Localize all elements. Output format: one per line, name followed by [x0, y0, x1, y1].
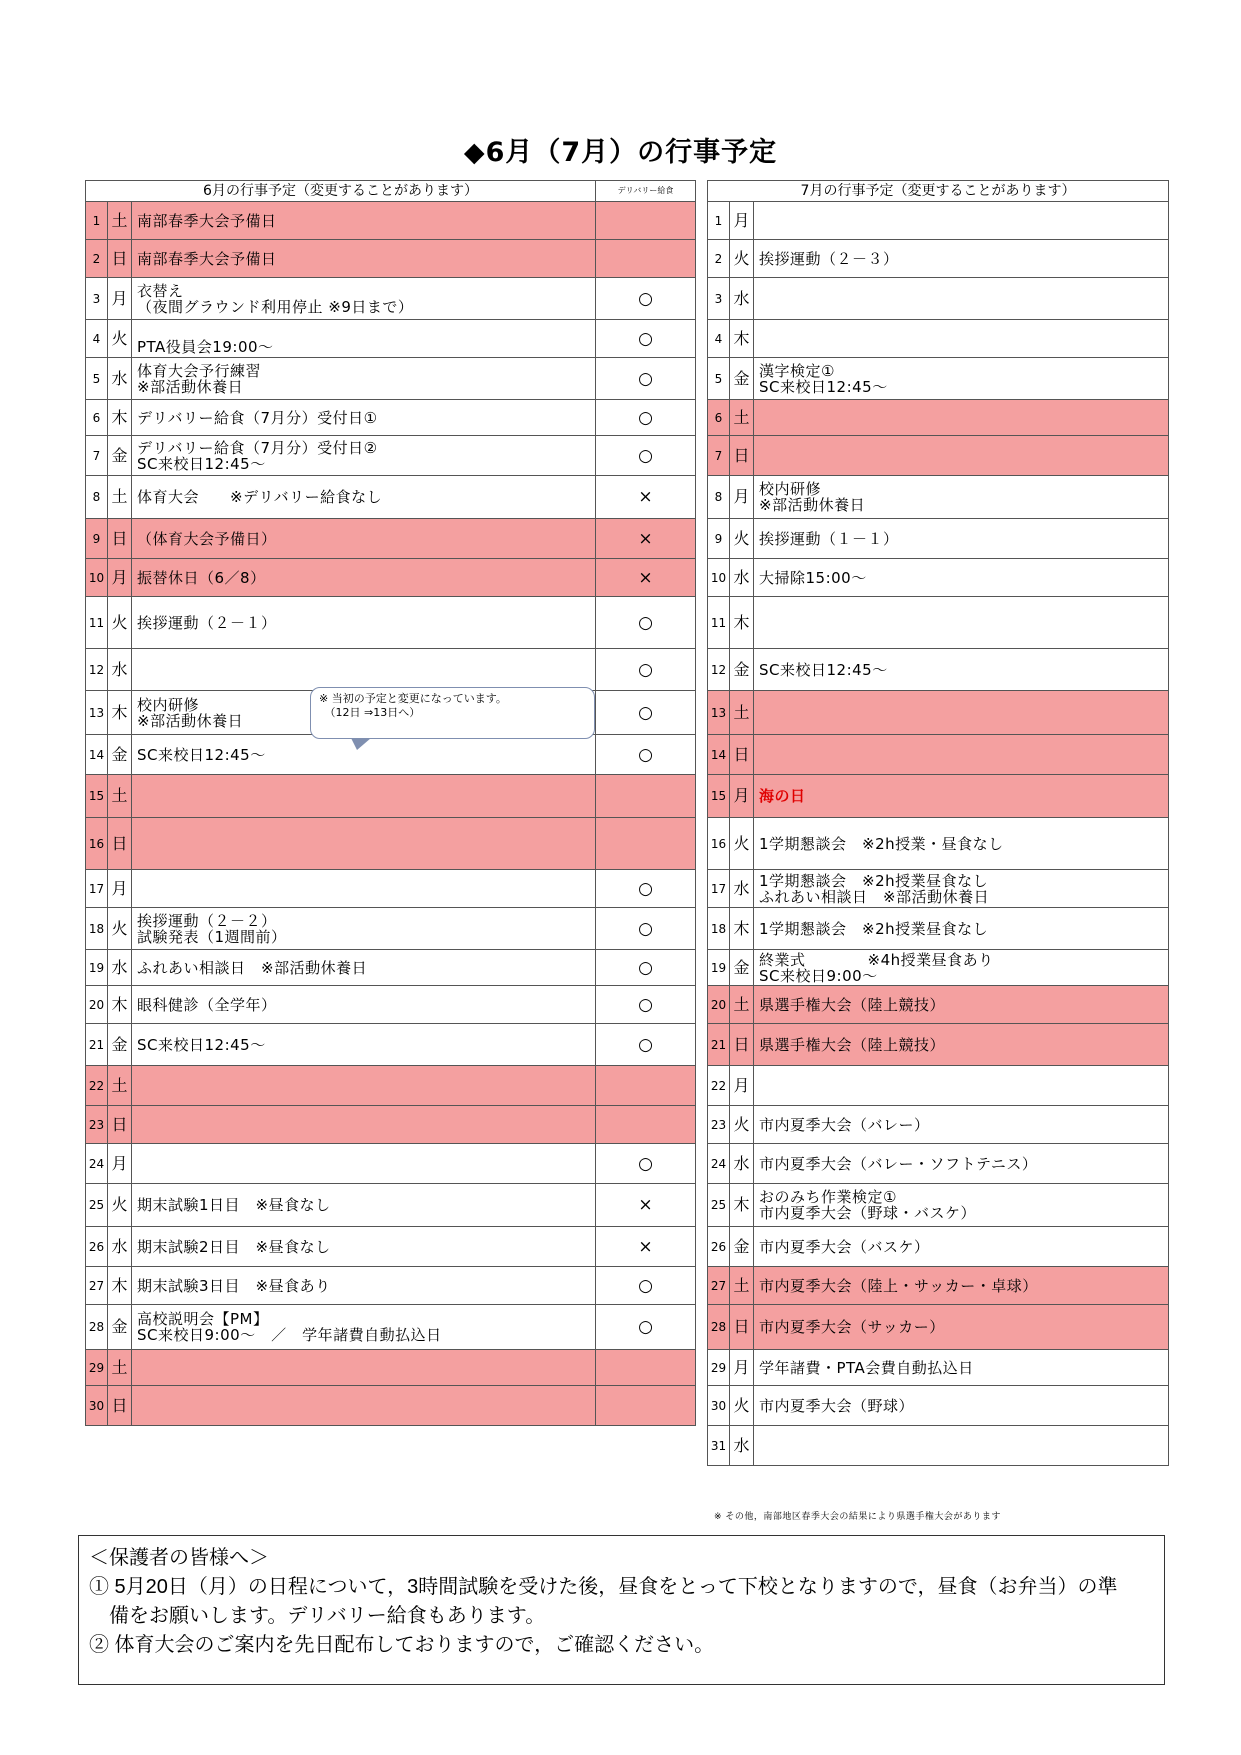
weekday: 水	[730, 278, 754, 320]
day-number: 28	[86, 1305, 108, 1350]
event-text: 1学期懇談会 ※2h授業昼食なし ふれあい相談日 ※部活動休養日	[754, 870, 1169, 908]
june-schedule-table	[85, 180, 696, 1426]
day-number: 19	[708, 950, 730, 986]
event-text: 市内夏季大会（バレー・ソフトテニス）	[754, 1144, 1169, 1184]
june-row	[86, 1066, 696, 1106]
day-number: 2	[86, 240, 108, 278]
day-number: 21	[86, 1024, 108, 1066]
day-number: 10	[708, 559, 730, 597]
parents-heading: ＜保護者の皆様へ＞	[89, 1547, 269, 1569]
july-row	[708, 986, 1169, 1024]
delivery-mark: ○	[596, 870, 696, 908]
weekday: 水	[108, 950, 132, 986]
weekday: 日	[108, 1106, 132, 1144]
event-text: PTA役員会19:00～	[132, 320, 596, 358]
weekday: 土	[730, 1267, 754, 1305]
event-text: ふれあい相談日 ※部活動休養日	[132, 950, 596, 986]
july-row	[708, 908, 1169, 950]
event-text: SC来校日12:45～	[132, 1024, 596, 1066]
delivery-mark	[596, 202, 696, 240]
june-row	[86, 950, 696, 986]
june-row	[86, 320, 696, 358]
event-text: 市内夏季大会（バレー）	[754, 1106, 1169, 1144]
event-text	[754, 320, 1169, 358]
july-row	[708, 775, 1169, 818]
weekday: 月	[108, 1144, 132, 1184]
event-text: デリバリー給食（7月分）受付日①	[132, 400, 596, 436]
weekday: 金	[108, 436, 132, 476]
day-number: 13	[86, 691, 108, 735]
weekday: 金	[730, 950, 754, 986]
event-text: SC来校日12:45～	[132, 735, 596, 775]
event-text: 1学期懇談会 ※2h授業・昼食なし	[754, 818, 1169, 870]
delivery-mark	[596, 1350, 696, 1386]
event-text	[754, 278, 1169, 320]
july-row	[708, 519, 1169, 559]
event-text: おのみち作業検定① 市内夏季大会（野球・バスケ）	[754, 1184, 1169, 1227]
july-row	[708, 1386, 1169, 1426]
day-number: 8	[708, 476, 730, 519]
delivery-mark: ○	[596, 278, 696, 320]
july-row	[708, 1024, 1169, 1066]
weekday: 火	[730, 1106, 754, 1144]
july-row	[708, 1305, 1169, 1350]
day-number: 12	[708, 649, 730, 691]
june-row	[86, 400, 696, 436]
event-text: 市内夏季大会（陸上・サッカー・卓球）	[754, 1267, 1169, 1305]
day-number: 25	[708, 1184, 730, 1227]
event-text: 海の日	[754, 775, 1169, 818]
july-row	[708, 1144, 1169, 1184]
day-number: 16	[86, 818, 108, 870]
day-number: 15	[86, 775, 108, 818]
event-text	[754, 691, 1169, 735]
july-row	[708, 1106, 1169, 1144]
june-row	[86, 358, 696, 400]
day-number: 2	[708, 240, 730, 278]
event-text	[754, 400, 1169, 436]
day-number: 9	[708, 519, 730, 559]
delivery-mark	[596, 818, 696, 870]
june-row	[86, 1267, 696, 1305]
july-row	[708, 400, 1169, 436]
event-text: 眼科健診（全学年）	[132, 986, 596, 1024]
day-number: 7	[86, 436, 108, 476]
day-number: 5	[86, 358, 108, 400]
weekday: 木	[108, 986, 132, 1024]
july-row	[708, 1184, 1169, 1227]
weekday: 金	[108, 735, 132, 775]
weekday: 火	[108, 1184, 132, 1227]
event-text: 衣替え （夜間グラウンド利用停止 ※9日まで）	[132, 278, 596, 320]
event-text	[132, 870, 596, 908]
parents-item-1: ① 5月20日（月）の日程について，3時間試験を受けた後，昼食をとって下校となりますので，昼食（お弁当）の準 備をお願いします。デリバリー給食もあります。	[89, 1576, 1118, 1627]
delivery-mark: ○	[596, 1144, 696, 1184]
event-text: 挨拶運動（２－２） 試験発表（1週間前）	[132, 908, 596, 950]
day-number: 28	[708, 1305, 730, 1350]
weekday: 金	[730, 649, 754, 691]
day-number: 11	[86, 597, 108, 649]
july-row	[708, 1350, 1169, 1386]
event-text	[754, 735, 1169, 775]
event-text	[132, 1386, 596, 1426]
event-text: 校内研修 ※部活動休養日	[132, 691, 596, 735]
event-text: 市内夏季大会（サッカー）	[754, 1305, 1169, 1350]
event-text: 校内研修 ※部活動休養日	[754, 476, 1169, 519]
july-row	[708, 1227, 1169, 1267]
weekday: 火	[108, 597, 132, 649]
day-number: 23	[86, 1106, 108, 1144]
day-number: 18	[708, 908, 730, 950]
july-row	[708, 870, 1169, 908]
weekday: 土	[730, 986, 754, 1024]
weekday: 日	[730, 1024, 754, 1066]
event-text	[754, 1066, 1169, 1106]
weekday: 火	[108, 320, 132, 358]
day-number: 8	[86, 476, 108, 519]
june-row	[86, 1106, 696, 1144]
event-text	[132, 1066, 596, 1106]
event-text	[132, 818, 596, 870]
event-text: （体育大会予備日）	[132, 519, 596, 559]
day-number: 27	[86, 1267, 108, 1305]
june-row	[86, 202, 696, 240]
delivery-mark: ○	[596, 1305, 696, 1350]
event-text: 高校説明会【PM】 SC来校日9:00～ ／ 学年諸費自動払込日	[132, 1305, 596, 1350]
delivery-mark: ×	[596, 1227, 696, 1267]
delivery-mark: ○	[596, 986, 696, 1024]
schedule-change-callout: ※ 当初の予定と変更になっています。 （12日 ⇒13日へ）	[310, 687, 595, 739]
day-number: 29	[86, 1350, 108, 1386]
july-row	[708, 691, 1169, 735]
weekday: 日	[730, 735, 754, 775]
june-row	[86, 908, 696, 950]
delivery-mark	[596, 1386, 696, 1426]
weekday: 月	[730, 202, 754, 240]
event-text: 挨拶運動（２－１）	[132, 597, 596, 649]
weekday: 土	[730, 691, 754, 735]
event-text: 期末試験3日目 ※昼食あり	[132, 1267, 596, 1305]
july-footnote: ※ その他，南部地区春季大会の結果により県選手権大会があります	[714, 1512, 1001, 1522]
day-number: 29	[708, 1350, 730, 1386]
delivery-mark: ×	[596, 1184, 696, 1227]
weekday: 土	[108, 775, 132, 818]
june-table-header: 6月の行事予定（変更することがあります）	[86, 181, 596, 202]
event-text: 振替休日（6／8）	[132, 559, 596, 597]
day-number: 7	[708, 436, 730, 476]
day-number: 16	[708, 818, 730, 870]
event-text: 南部春季大会予備日	[132, 240, 596, 278]
event-text: 体育大会 ※デリバリー給食なし	[132, 476, 596, 519]
event-text: SC来校日12:45～	[754, 649, 1169, 691]
event-text: 県選手権大会（陸上競技）	[754, 986, 1169, 1024]
june-row	[86, 986, 696, 1024]
event-text: 県選手権大会（陸上競技）	[754, 1024, 1169, 1066]
weekday: 木	[730, 320, 754, 358]
event-text: デリバリー給食（7月分）受付日② SC来校日12:45～	[132, 436, 596, 476]
weekday: 月	[730, 1066, 754, 1106]
day-number: 31	[708, 1426, 730, 1466]
june-row	[86, 519, 696, 559]
delivery-mark: ○	[596, 649, 696, 691]
july-row	[708, 202, 1169, 240]
delivery-mark: ○	[596, 597, 696, 649]
weekday: 土	[108, 1066, 132, 1106]
day-number: 27	[708, 1267, 730, 1305]
weekday: 日	[108, 1386, 132, 1426]
day-number: 18	[86, 908, 108, 950]
event-text	[132, 649, 596, 691]
july-row	[708, 358, 1169, 400]
june-row	[86, 1227, 696, 1267]
weekday: 月	[730, 476, 754, 519]
delivery-mark: ○	[596, 1267, 696, 1305]
day-number: 14	[86, 735, 108, 775]
event-text: 挨拶運動（１－１）	[754, 519, 1169, 559]
day-number: 1	[86, 202, 108, 240]
day-number: 24	[708, 1144, 730, 1184]
weekday: 木	[108, 691, 132, 735]
weekday: 日	[108, 519, 132, 559]
day-number: 5	[708, 358, 730, 400]
june-row	[86, 1305, 696, 1350]
june-row	[86, 870, 696, 908]
day-number: 26	[86, 1227, 108, 1267]
weekday: 水	[730, 1144, 754, 1184]
delivery-mark: ○	[596, 908, 696, 950]
weekday: 金	[108, 1024, 132, 1066]
event-text	[754, 1426, 1169, 1466]
event-text: 終業式 ※4h授業昼食あり SC来校日9:00～	[754, 950, 1169, 986]
event-text: 市内夏季大会（野球）	[754, 1386, 1169, 1426]
day-number: 22	[708, 1066, 730, 1106]
june-row	[86, 1144, 696, 1184]
weekday: 金	[730, 1227, 754, 1267]
weekday: 水	[108, 649, 132, 691]
delivery-mark: ○	[596, 691, 696, 735]
weekday: 火	[730, 240, 754, 278]
weekday: 日	[730, 436, 754, 476]
day-number: 6	[708, 400, 730, 436]
weekday: 金	[108, 1305, 132, 1350]
delivery-mark	[596, 240, 696, 278]
june-row	[86, 240, 696, 278]
july-row	[708, 1267, 1169, 1305]
weekday: 水	[730, 870, 754, 908]
delivery-header: デリバリー給食	[596, 181, 696, 202]
july-row	[708, 597, 1169, 649]
day-number: 15	[708, 775, 730, 818]
june-row	[86, 476, 696, 519]
june-row	[86, 436, 696, 476]
weekday: 火	[730, 1386, 754, 1426]
july-row	[708, 476, 1169, 519]
day-number: 3	[708, 278, 730, 320]
weekday: 木	[730, 908, 754, 950]
event-text: 挨拶運動（２－３）	[754, 240, 1169, 278]
day-number: 14	[708, 735, 730, 775]
delivery-mark: ○	[596, 320, 696, 358]
delivery-mark: ○	[596, 1024, 696, 1066]
weekday: 月	[108, 870, 132, 908]
parents-notice-box	[78, 1535, 1165, 1685]
delivery-mark: ○	[596, 735, 696, 775]
event-text: 大掃除15:00～	[754, 559, 1169, 597]
weekday: 水	[108, 358, 132, 400]
june-row	[86, 1350, 696, 1386]
day-number: 9	[86, 519, 108, 559]
day-number: 30	[86, 1386, 108, 1426]
day-number: 23	[708, 1106, 730, 1144]
weekday: 日	[108, 240, 132, 278]
july-table-header: 7月の行事予定（変更することがあります）	[708, 181, 1169, 202]
delivery-mark: ×	[596, 519, 696, 559]
weekday: 水	[730, 1426, 754, 1466]
event-text	[754, 202, 1169, 240]
event-text	[132, 775, 596, 818]
delivery-mark: ○	[596, 400, 696, 436]
weekday: 土	[108, 476, 132, 519]
weekday: 月	[730, 775, 754, 818]
day-number: 6	[86, 400, 108, 436]
weekday: 土	[108, 1350, 132, 1386]
delivery-mark	[596, 775, 696, 818]
delivery-mark	[596, 1066, 696, 1106]
weekday: 火	[108, 908, 132, 950]
delivery-mark: ○	[596, 436, 696, 476]
event-text	[754, 436, 1169, 476]
june-row	[86, 1386, 696, 1426]
weekday: 金	[730, 358, 754, 400]
day-number: 22	[86, 1066, 108, 1106]
event-text	[754, 597, 1169, 649]
day-number: 26	[708, 1227, 730, 1267]
page-title: ◆6月（7月）の行事予定	[463, 137, 778, 168]
weekday: 日	[730, 1305, 754, 1350]
event-text: 南部春季大会予備日	[132, 202, 596, 240]
june-row	[86, 597, 696, 649]
day-number: 21	[708, 1024, 730, 1066]
june-row	[86, 1184, 696, 1227]
weekday: 火	[730, 818, 754, 870]
july-schedule-table	[707, 180, 1169, 1466]
july-row	[708, 320, 1169, 358]
event-text: 学年諸費・PTA会費自動払込日	[754, 1350, 1169, 1386]
day-number: 12	[86, 649, 108, 691]
day-number: 4	[708, 320, 730, 358]
weekday: 水	[730, 559, 754, 597]
june-row	[86, 775, 696, 818]
july-row	[708, 1426, 1169, 1466]
event-text: 体育大会予行練習 ※部活動休養日	[132, 358, 596, 400]
day-number: 1	[708, 202, 730, 240]
weekday: 土	[730, 400, 754, 436]
july-row	[708, 950, 1169, 986]
june-row	[86, 278, 696, 320]
weekday: 木	[730, 597, 754, 649]
june-row	[86, 818, 696, 870]
day-number: 13	[708, 691, 730, 735]
event-text: 期末試験2日目 ※昼食なし	[132, 1227, 596, 1267]
delivery-mark: ×	[596, 559, 696, 597]
day-number: 17	[708, 870, 730, 908]
june-row	[86, 649, 696, 691]
day-number: 3	[86, 278, 108, 320]
july-row	[708, 735, 1169, 775]
june-row	[86, 559, 696, 597]
delivery-mark: ○	[596, 358, 696, 400]
weekday: 木	[108, 1267, 132, 1305]
parents-item-2: ② 体育大会のご案内を先日配布しておりますので，ご確認ください。	[89, 1634, 715, 1656]
delivery-mark: ○	[596, 950, 696, 986]
event-text: 漢字検定① SC来校日12:45～	[754, 358, 1169, 400]
weekday: 月	[108, 278, 132, 320]
weekday: 土	[108, 202, 132, 240]
day-number: 19	[86, 950, 108, 986]
day-number: 11	[708, 597, 730, 649]
delivery-mark	[596, 1106, 696, 1144]
july-row	[708, 1066, 1169, 1106]
july-row	[708, 818, 1169, 870]
delivery-mark: ×	[596, 476, 696, 519]
event-text	[132, 1106, 596, 1144]
day-number: 24	[86, 1144, 108, 1184]
weekday: 月	[730, 1350, 754, 1386]
day-number: 25	[86, 1184, 108, 1227]
event-text: 期末試験1日目 ※昼食なし	[132, 1184, 596, 1227]
day-number: 4	[86, 320, 108, 358]
july-row	[708, 436, 1169, 476]
event-text	[132, 1144, 596, 1184]
weekday: 木	[108, 400, 132, 436]
weekday: 日	[108, 818, 132, 870]
weekday: 月	[108, 559, 132, 597]
event-text: 市内夏季大会（バスケ）	[754, 1227, 1169, 1267]
july-row	[708, 278, 1169, 320]
weekday: 木	[730, 1184, 754, 1227]
july-row	[708, 240, 1169, 278]
july-row	[708, 559, 1169, 597]
day-number: 20	[86, 986, 108, 1024]
event-text: 1学期懇談会 ※2h授業昼食なし	[754, 908, 1169, 950]
july-row	[708, 649, 1169, 691]
day-number: 17	[86, 870, 108, 908]
weekday: 水	[108, 1227, 132, 1267]
day-number: 20	[708, 986, 730, 1024]
day-number: 10	[86, 559, 108, 597]
day-number: 30	[708, 1386, 730, 1426]
weekday: 火	[730, 519, 754, 559]
event-text	[132, 1350, 596, 1386]
june-row	[86, 1024, 696, 1066]
june-row	[86, 735, 696, 775]
